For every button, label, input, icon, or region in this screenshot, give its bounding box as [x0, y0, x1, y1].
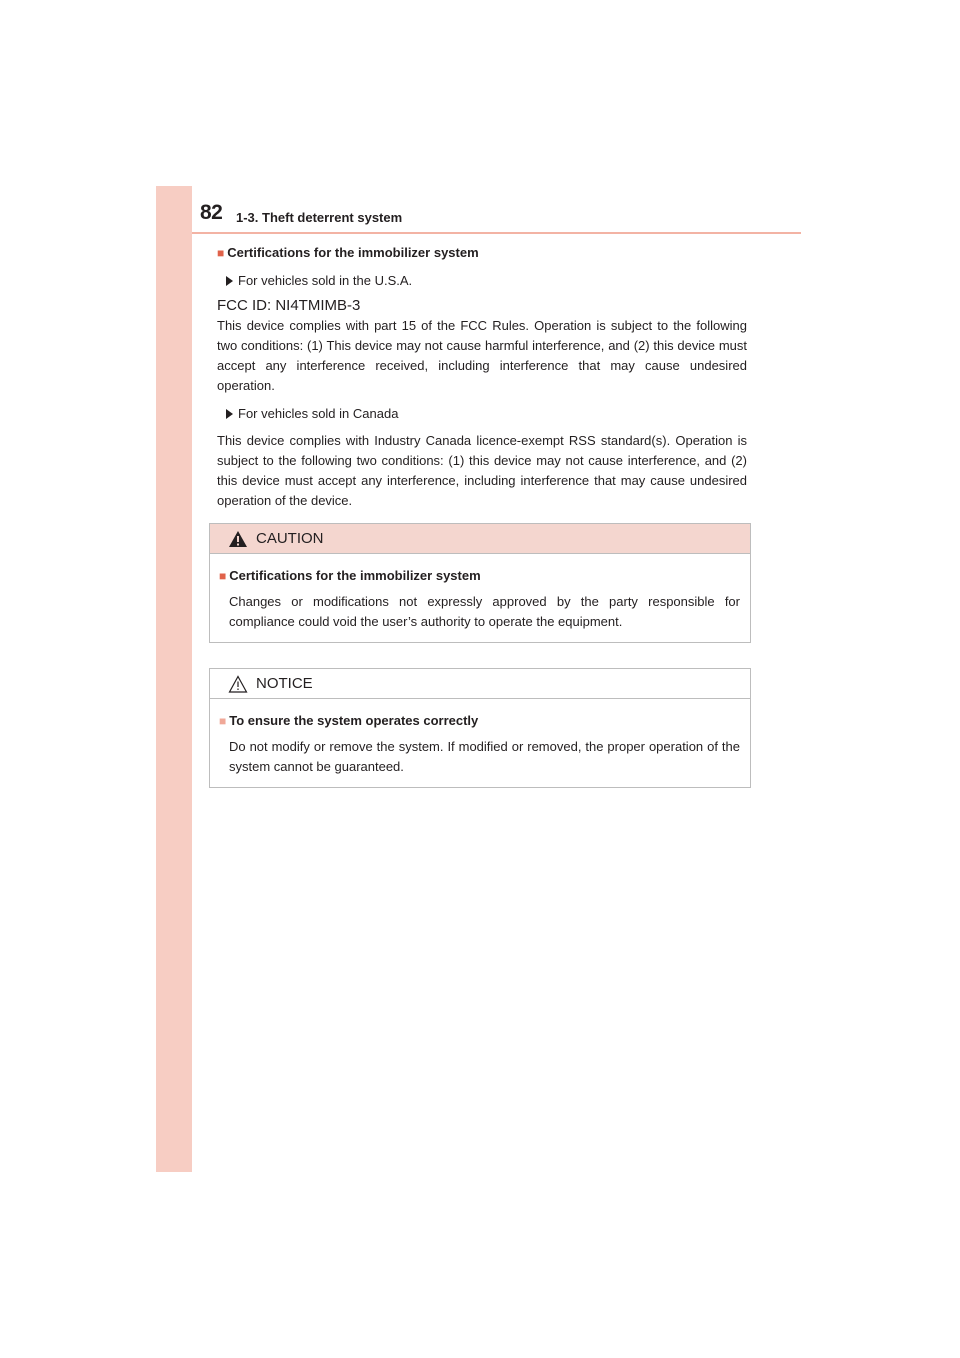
- notice-title: NOTICE: [256, 675, 313, 692]
- square-bullet-icon: ■: [219, 569, 227, 583]
- warning-triangle-outline-icon: [228, 675, 248, 693]
- canada-paragraph: This device complies with Industry Canada licence-exempt RSS standard(s). Operation is subject to the following two conditions: (1) this device may not cause interference, and (2) this device must accept any interference, including interference that may cause undesired operation of the device.: [217, 433, 747, 508]
- square-bullet-icon: ■: [219, 714, 227, 728]
- notice-heading: [219, 711, 740, 731]
- caution-body: [210, 554, 750, 642]
- fcc-id: FCC ID: NI4TMIMB-3: [217, 297, 361, 314]
- side-tab-bar: [156, 186, 192, 1172]
- page-header: [0, 0, 960, 240]
- caution-box: [209, 523, 751, 643]
- caution-header: [210, 524, 750, 554]
- arrow-bullet-icon: [226, 409, 233, 419]
- page-number: 82: [200, 201, 223, 224]
- warning-triangle-filled-icon: [228, 530, 248, 548]
- usa-subheading: [226, 271, 747, 291]
- usa-subheading-text: For vehicles sold in the U.S.A.: [238, 273, 413, 288]
- main-content: [217, 243, 747, 511]
- caution-title: CAUTION: [256, 530, 324, 547]
- header-divider: [192, 232, 801, 234]
- notice-header: [210, 669, 750, 699]
- notice-box: [209, 668, 751, 788]
- notice-text: Do not modify or remove the system. If modified or removed, the proper operation of the system cannot be guaranteed.: [229, 739, 740, 774]
- caution-text: Changes or modifications not expressly approved by the party responsible for compliance could void the user’s authority to operate the equipment.: [229, 594, 740, 629]
- usa-paragraph: This device complies with part 15 of the FCC Rules. Operation is subject to the following two conditions: (1) This device may not cause harmful interference, and (2) this device must accept any interference received, including interference that may cause undesired operation.: [217, 318, 747, 393]
- section-heading: [217, 243, 747, 263]
- notice-heading-text: To ensure the system operates correctly: [229, 713, 479, 728]
- notice-body: [210, 699, 750, 787]
- caution-heading: [219, 566, 740, 586]
- caution-heading-text: Certifications for the immobilizer system: [229, 568, 481, 583]
- arrow-bullet-icon: [226, 276, 233, 286]
- section-title: 1-3. Theft deterrent system: [236, 210, 403, 225]
- section-heading-text: Certifications for the immobilizer system: [227, 245, 479, 260]
- canada-subheading: [226, 404, 747, 424]
- canada-subheading-text: For vehicles sold in Canada: [238, 406, 399, 421]
- square-bullet-icon: ■: [217, 246, 225, 260]
